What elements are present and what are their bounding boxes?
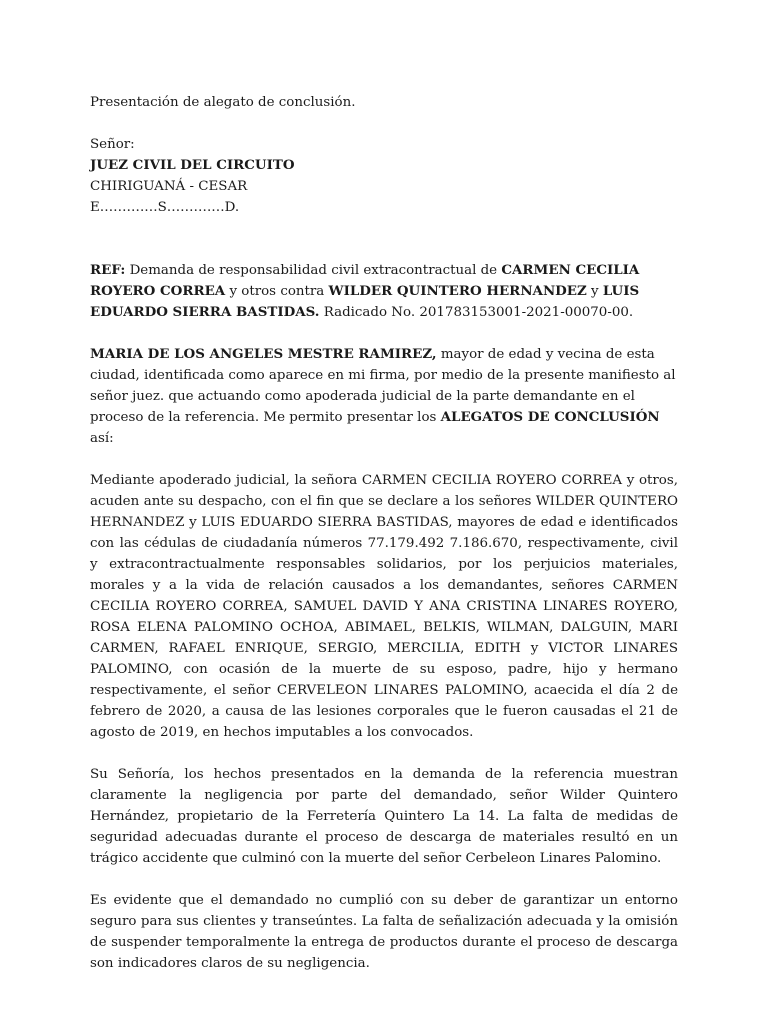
ref-text-2: y otros contra xyxy=(225,284,329,299)
ref-text-4: Radicado No. 201783153001-2021-00070-00. xyxy=(319,305,634,320)
intro-emphasis: ALEGATOS DE CONCLUSIÓN xyxy=(440,409,660,425)
ref-plaintiff: CARMEN CECILIA ROYERO CORREA xyxy=(90,262,640,299)
document-page xyxy=(90,92,678,974)
body-paragraph-3: Es evidente que el demandado no cumplió con su deber de garantizar un entorno seguro para sus clientes y transeúntes. La falta de señalización adecuada y la omisión de suspender temporalmente la entrega de productos durante el proceso de descarga son indicadores claros de su negligencia. xyxy=(90,893,678,971)
ref-text-1: Demanda de responsabilidad civil extracontractual de xyxy=(125,263,502,278)
intro-text-1: mayor de edad y vecina de esta ciudad, identificada como aparece en mi firma, por medio de la presente manifiesto al señor juez. que actuando como apoderada judicial de la parte demandante en el proceso de la referencia. Me permito presentar los xyxy=(90,347,676,425)
body-paragraph-1: Mediante apoderado judicial, la señora CARMEN CECILIA ROYERO CORREA y otros, acuden ante su despacho, con el fin que se declare a los señores WILDER QUINTERO HERNANDEZ y LUIS EDUARDO SIERRA BASTIDAS, mayores de edad e identificados con las cédulas de ciudadanía números 77.179.492 7.186.670, respectivamente, civil y extracontractualmente responsables solidarios, por los perjuicios materiales, morales y a la vida de relación causados a los demandantes, señores CARMEN CECILIA ROYERO CORREA, SAMUEL DAVID Y ANA CRISTINA LINARES ROYERO, ROSA ELENA PALOMINO OCHOA, ABIMAEL, BELKIS, WILMAN, DALGUIN, MARI CARMEN, RAFAEL ENRIQUE, SERGIO, MERCILIA, EDITH y VICTOR LINARES PALOMINO, con ocasión de la muerte de su esposo, padre, hijo y hermano respectivamente, el señor CERVELEON LINARES PALOMINO, acaecida el día 2 de febrero de 2020, a causa de las lesiones corporales que le fueron causadas el 21 de agosto de 2019, en hechos imputables a los convocados. xyxy=(90,473,678,740)
reference-paragraph xyxy=(90,260,678,323)
ref-defendant-1: WILDER QUINTERO HERNANDEZ xyxy=(328,283,587,299)
ref-text-3: y xyxy=(586,284,603,299)
document-title: Presentación de alegato de conclusión. xyxy=(90,95,356,110)
addressee-name: JUEZ CIVIL DEL CIRCUITO xyxy=(90,157,295,173)
intro-paragraph xyxy=(90,344,678,449)
addressee-city: CHIRIGUANÁ - CESAR xyxy=(90,179,248,194)
ref-defendant-2: LUIS EDUARDO SIERRA BASTIDAS. xyxy=(90,283,640,320)
addressee-closing: E……….…S……….…D. xyxy=(90,200,240,215)
body-paragraph-2: Su Señoría, los hechos presentados en la demanda de la referencia muestran claramente la negligencia por parte del demandado, señor Wilder Quintero Hernández, propietario de la Ferretería Quintero La 14. La falta de medidas de seguridad adecuadas durante el proceso de descarga de materiales resultó en un trágico accidente que culminó con la muerte del señor Cerbeleon Linares Palomino. xyxy=(90,767,678,866)
addressee-salutation: Señor: xyxy=(90,137,135,152)
intro-text-2: así: xyxy=(90,431,114,446)
intro-name: MARIA DE LOS ANGELES MESTRE RAMIREZ, xyxy=(90,346,437,362)
addressee-block xyxy=(90,134,678,218)
ref-label: REF: xyxy=(90,262,126,278)
